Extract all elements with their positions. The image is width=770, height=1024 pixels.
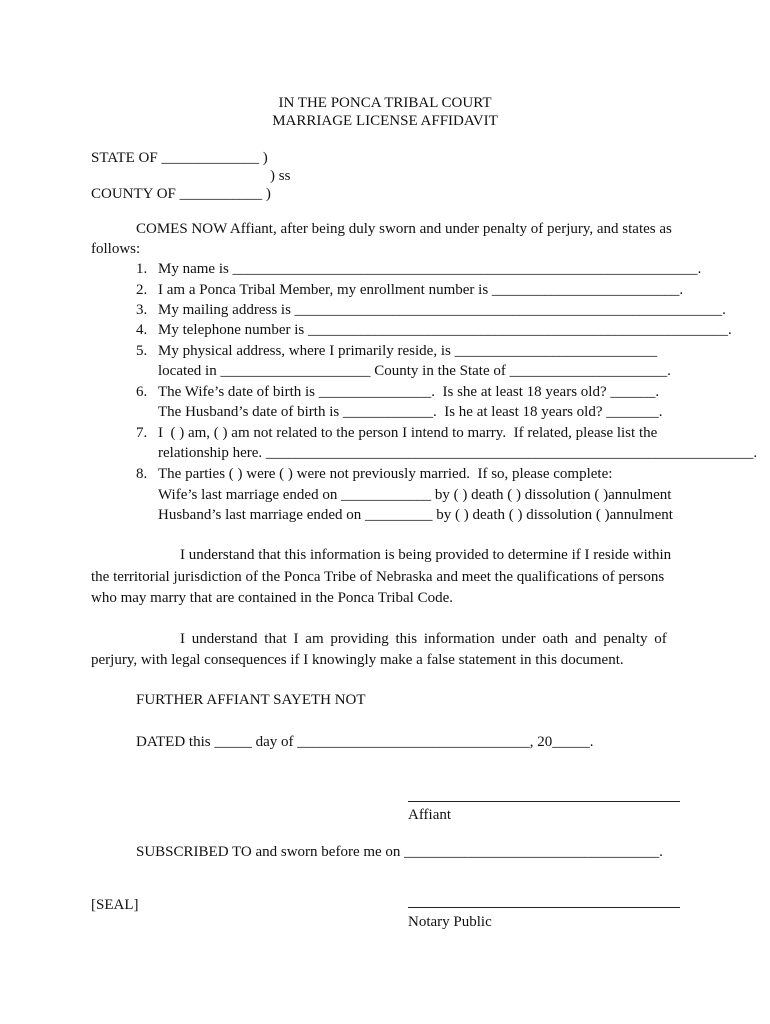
document-title: MARRIAGE LICENSE AFFIDAVIT <box>272 113 498 129</box>
mailing-address-line: My mailing address is _________________________________________________________. <box>158 302 726 318</box>
seal-label: [SEAL] <box>91 897 139 913</box>
physical-address-line: My physical address, where I primarily reside, is ___________________________ <box>158 343 658 359</box>
intro-line: COMES NOW Affiant, after being duly sworn and under penalty of perjury, and states as <box>136 221 672 237</box>
county-of-field: COUNTY OF ___________ ) <box>91 186 271 202</box>
item-number: 6. <box>136 384 148 400</box>
item-number: 2. <box>136 282 148 298</box>
telephone-number-line: My telephone number is ________________________________________________________. <box>158 322 732 338</box>
item-number: 8. <box>136 466 148 482</box>
item-number: 1. <box>136 261 148 277</box>
affiant-label: Affiant <box>408 807 452 823</box>
enrollment-number-line: I am a Ponca Tribal Member, my enrollment number is _________________________. <box>158 282 684 298</box>
dated-line: DATED this _____ day of _______________________________, 20_____. <box>136 734 594 750</box>
item-number: 5. <box>136 343 148 359</box>
affiant-signature-line <box>408 801 680 802</box>
relationship-line: relationship here. _________________________________________________________________. <box>158 445 758 461</box>
county-state-line: located in ____________________ County in the State of _____________________. <box>158 363 671 379</box>
husband-marriage-line: Husband’s last marriage ended on _________ by ( ) death ( ) dissolution ( )annulment <box>158 507 673 523</box>
relation-line: I ( ) am, ( ) am not related to the person I intend to marry. If related, please list the <box>158 425 658 441</box>
item-number: 3. <box>136 302 148 318</box>
item-number: 4. <box>136 322 148 338</box>
notary-signature-line <box>408 907 680 908</box>
subscribed-line: SUBSCRIBED TO and sworn before me on __________________________________. <box>136 844 663 860</box>
previous-marriage-line: The parties ( ) were ( ) were not previously married. If so, please complete: <box>158 466 613 482</box>
paragraph-line: perjury, with legal consequences if I knowingly make a false statement in this document. <box>91 652 624 668</box>
intro-line: follows: <box>91 241 141 257</box>
court-heading: IN THE PONCA TRIBAL COURT <box>278 95 492 111</box>
item-number: 7. <box>136 425 148 441</box>
paragraph-line: the territorial jurisdiction of the Ponca Tribe of Nebraska and meet the qualifications of persons <box>91 569 665 585</box>
paragraph-line: I understand that I am providing this information under oath and penalty of <box>180 631 667 647</box>
further-affiant-statement: FURTHER AFFIANT SAYETH NOT <box>136 692 366 708</box>
ss-marker: ) ss <box>270 168 291 184</box>
wife-marriage-line: Wife’s last marriage ended on ____________ by ( ) death ( ) dissolution ( )annulment <box>158 487 672 503</box>
wife-birth-line: The Wife’s date of birth is _______________. Is she at least 18 years old? ______. <box>158 384 660 400</box>
paragraph-line: I understand that this information is being provided to determine if I reside within <box>180 547 672 563</box>
paragraph-line: who may marry that are contained in the Ponca Tribal Code. <box>91 590 453 606</box>
husband-birth-line: The Husband’s date of birth is ____________. Is he at least 18 years old? _______. <box>158 404 663 420</box>
name-line: My name is ______________________________________________________________. <box>158 261 702 277</box>
notary-public-label: Notary Public <box>408 914 492 930</box>
state-of-field: STATE OF _____________ ) <box>91 150 268 166</box>
